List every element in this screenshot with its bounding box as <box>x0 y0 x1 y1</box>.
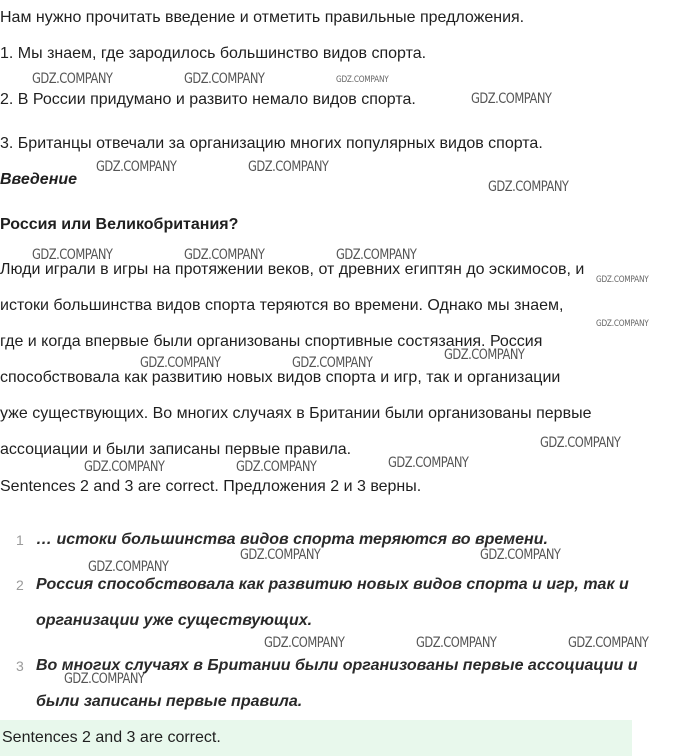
watermark: GDZ.COMPANY <box>140 355 221 371</box>
paragraph-line: истоки большинства видов спорта теряются во времени. Однако мы знаем, <box>0 297 564 314</box>
watermark: GDZ.COMPANY <box>32 247 113 263</box>
answer-text: Sentences 2 and 3 are correct. <box>2 729 221 746</box>
quote-number: 1 <box>16 532 24 548</box>
watermark: GDZ.COMPANY <box>184 247 265 263</box>
watermark: GDZ.COMPANY <box>236 459 317 475</box>
task-instruction: Нам нужно прочитать введение и отметить правильные предложения. <box>0 9 525 26</box>
watermark: GDZ.COMPANY <box>336 75 389 85</box>
quote-line: были записаны первые правила. <box>36 693 303 710</box>
watermark: GDZ.COMPANY <box>84 459 165 475</box>
paragraph-line: способствовала как развитию новых видов спорта и игр, так и организации <box>0 369 561 386</box>
quote-line: Во многих случаях в Британии были организованы первые ассоциации и <box>36 657 638 674</box>
statement-1: 1. Мы знаем, где зародилось большинство видов спорта. <box>0 45 427 62</box>
watermark: GDZ.COMPANY <box>292 355 373 371</box>
watermark: GDZ.COMPANY <box>568 635 649 651</box>
watermark: GDZ.COMPANY <box>88 559 169 575</box>
watermark: GDZ.COMPANY <box>96 159 177 175</box>
watermark: GDZ.COMPANY <box>488 179 569 195</box>
watermark: GDZ.COMPANY <box>248 159 329 175</box>
answer-box <box>0 720 632 756</box>
intro-heading: Введение <box>0 171 78 188</box>
quote-line: Россия способствовала как развитию новых видов спорта и игр, так и <box>36 576 629 593</box>
watermark: GDZ.COMPANY <box>240 547 321 563</box>
watermark: GDZ.COMPANY <box>184 71 265 87</box>
watermark: GDZ.COMPANY <box>388 455 469 471</box>
quote-number: 3 <box>16 658 24 674</box>
watermark: GDZ.COMPANY <box>596 319 649 329</box>
paragraph-line: ассоциации и были записаны первые правила. <box>0 441 352 458</box>
watermark: GDZ.COMPANY <box>540 435 621 451</box>
watermark: GDZ.COMPANY <box>596 275 649 285</box>
watermark: GDZ.COMPANY <box>336 247 417 263</box>
statement-2: 2. В России придумано и развито немало видов спорта. <box>0 91 416 108</box>
watermark: GDZ.COMPANY <box>416 635 497 651</box>
watermark: GDZ.COMPANY <box>444 347 525 363</box>
paragraph-line: Люди играли в игры на протяжении веков, от древних египтян до эскимосов, и <box>0 261 585 278</box>
paragraph-line: уже существующих. Во многих случаях в Британии были организованы первые <box>0 405 592 422</box>
summary-text: Sentences 2 and 3 are correct. Предложения 2 и 3 верны. <box>0 478 422 495</box>
paragraph-line: где и когда впервые были организованы спортивные состязания. Россия <box>0 333 543 350</box>
quote-line: организации уже существующих. <box>36 612 313 629</box>
quote-line: … истоки большинства видов спорта теряются во времени. <box>36 531 548 548</box>
quote-number: 2 <box>16 577 24 593</box>
watermark: GDZ.COMPANY <box>64 671 145 687</box>
text-title: Россия или Великобритания? <box>0 216 239 233</box>
statement-3: 3. Британцы отвечали за организацию многих популярных видов спорта. <box>0 135 543 152</box>
watermark: GDZ.COMPANY <box>32 71 113 87</box>
watermark: GDZ.COMPANY <box>471 91 552 107</box>
watermark: GDZ.COMPANY <box>264 635 345 651</box>
watermark: GDZ.COMPANY <box>480 547 561 563</box>
